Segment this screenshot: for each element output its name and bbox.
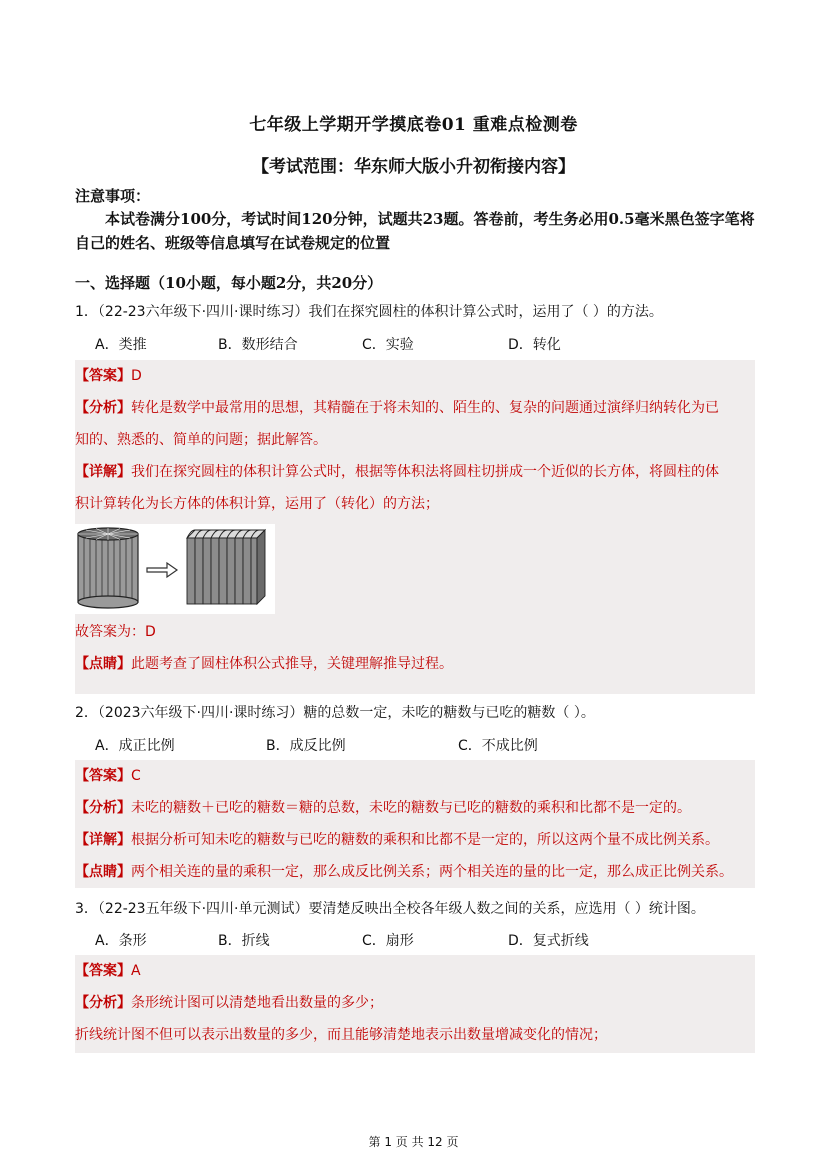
option-b: B．折线	[218, 933, 270, 949]
question-1-stem: 1．（22-23六年级下·四川·课时练习）我们在探究圆柱的体积计算公式时，运用了（ ）的方法。	[75, 304, 663, 320]
option-a: A．条形	[95, 933, 147, 949]
question-2-options	[95, 735, 775, 755]
cylinder-figure	[75, 520, 755, 616]
option-a: A．成正比例	[95, 738, 175, 754]
cuboid-shape	[187, 530, 265, 604]
detail-line-2: 积计算转化为长方体的体积计算，运用了（转化）的方法；	[75, 496, 439, 512]
answer-line: 【答案】A	[75, 963, 141, 979]
option-d: D．转化	[508, 337, 561, 353]
option-b: B．成反比例	[266, 738, 346, 754]
question-3-answer-block	[75, 955, 755, 1053]
comment-line: 【点睛】两个相关连的量的乘积一定，那么成反比例关系；两个相关连的量的比一定，那么成正比例关系。	[75, 864, 733, 880]
option-c: C．不成比例	[458, 738, 538, 754]
notice-text: 本试卷满分100分，考试时间120分钟，试题共23题。答卷前，考生务必用0.5毫米黑色签字笔将自己的姓名、班级等信息填写在试卷规定的位置	[75, 210, 755, 252]
question-1-options	[95, 334, 775, 354]
answer-line: 【答案】C	[75, 768, 141, 784]
option-d: D．复式折线	[508, 933, 589, 949]
option-c: C．扇形	[362, 933, 414, 949]
comment-line: 【点睛】此题考查了圆柱体积公式推导，关键理解推导过程。	[75, 656, 453, 672]
analysis-line-2: 折线统计图不但可以表示出数量的多少，而且能够清楚地表示出数量增减变化的情况；	[75, 1027, 607, 1043]
question-2-answer-block	[75, 760, 755, 888]
detail-line: 【详解】我们在探究圆柱的体积计算公式时，根据等体积法将圆柱切拼成一个近似的长方体，将圆柱的体	[75, 464, 719, 480]
cylinder-shape	[78, 528, 138, 608]
exam-scope: 【考试范围：华东师大版小升初衔接内容】	[252, 157, 575, 177]
notice-heading: 注意事项：	[75, 187, 151, 205]
analysis-line-2: 知的、熟悉的、简单的问题；据此解答。	[75, 432, 327, 448]
option-c: C．实验	[362, 337, 414, 353]
analysis-line: 【分析】转化是数学中最常用的思想，其精髓在于将未知的、陌生的、复杂的问题通过演绎归纳转化为已	[75, 400, 719, 416]
section-heading: 一、选择题（10小题，每小题2分，共20分）	[75, 274, 383, 292]
analysis-line: 【分析】条形统计图可以清楚地看出数量的多少；	[75, 995, 383, 1011]
option-b: B．数形结合	[218, 337, 298, 353]
answer-line: 【答案】D	[75, 368, 142, 384]
question-3-stem: 3．（22-23五年级下·四川·单元测试）要清楚反映出全校各年级人数之间的关系，应选用（ ）统计图。	[75, 901, 705, 917]
question-3-options	[95, 930, 775, 950]
option-a: A．类推	[95, 337, 147, 353]
analysis-line: 【分析】未吃的糖数＋已吃的糖数＝糖的总数，未吃的糖数与已吃的糖数的乘积和比都不是一定的。	[75, 800, 691, 816]
page-title: 七年级上学期开学摸底卷01 重难点检测卷	[249, 115, 578, 135]
page-number: 第 1 页 共 12 页	[368, 1135, 459, 1149]
cylinder-to-cuboid-illustration	[75, 524, 275, 614]
question-2-stem: 2．（2023六年级下·四川·课时练习）糖的总数一定，未吃的糖数与已吃的糖数（ ）。	[75, 705, 595, 721]
question-1-answer-block	[75, 360, 755, 694]
conclusion-line: 故答案为：D	[75, 624, 156, 640]
detail-line: 【详解】根据分析可知未吃的糖数与已吃的糖数的乘积和比都不是一定的，所以这两个量不成比例关系。	[75, 832, 719, 848]
